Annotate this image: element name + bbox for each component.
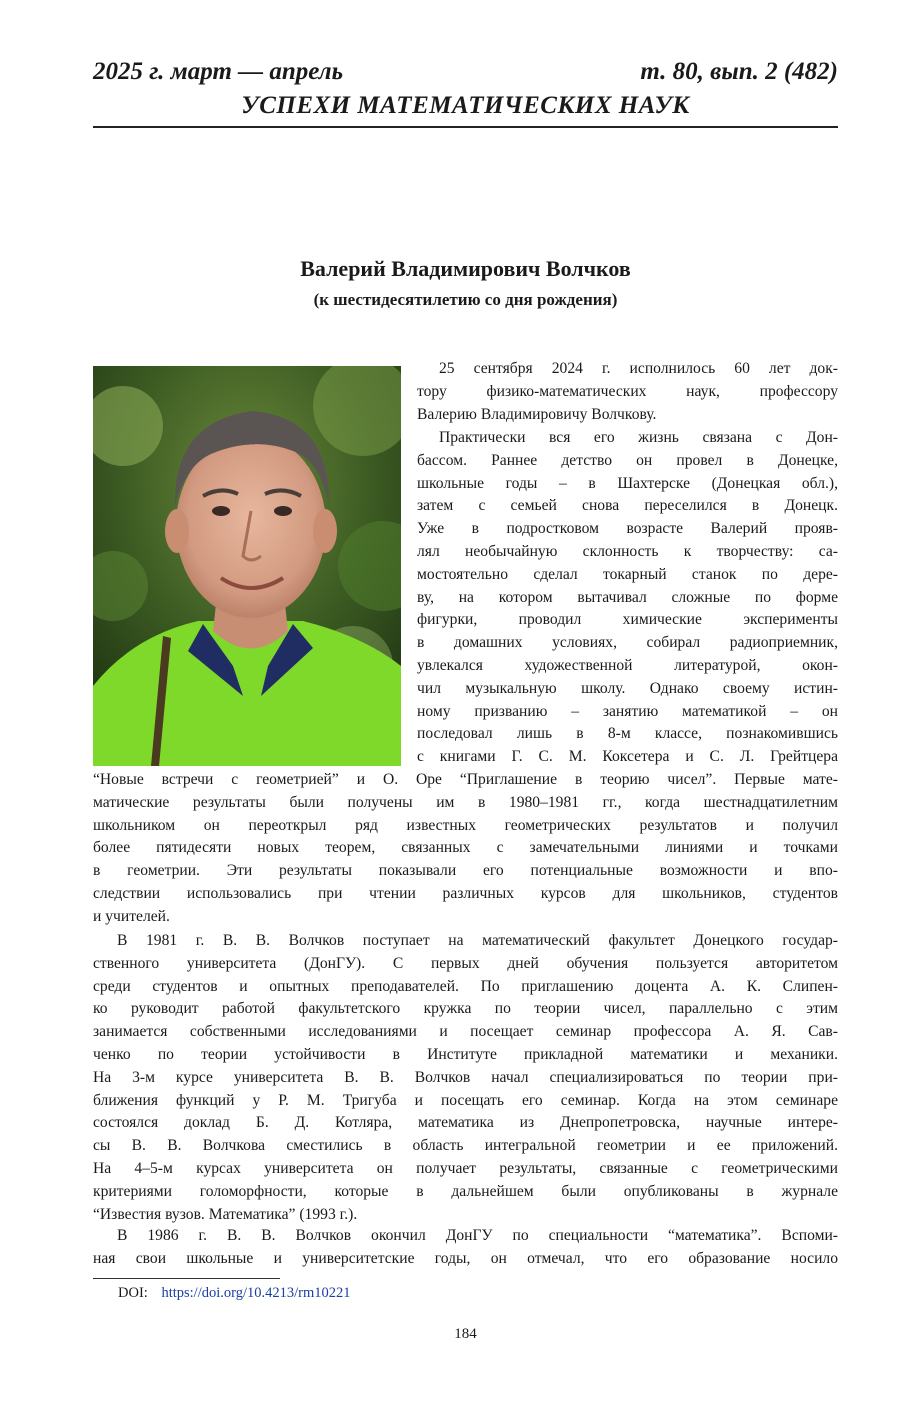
text-line: школьные годы – в Шахтерске (Донецкая обл.), (417, 474, 838, 492)
text-line: “Новые встречи с геометрией” и О. Оре “Приглашение в теорию чисел”. Первые мате- (93, 771, 838, 788)
text-line: Практически вся его жизнь связана с Дон- (439, 429, 838, 446)
text-line: ву, на котором вытачивал сложные по форме (417, 588, 838, 606)
text-line: ближения функций у Р. М. Тригуба и посещать его семинар. Когда на этом семинаре (93, 1091, 838, 1109)
text-line: ному призванию – занятию математикой – он (417, 702, 838, 720)
text-line: критериями голоморфности, которые в дальнейшем были опубликованы в журнале (93, 1182, 838, 1200)
text-line: чил музыкальную школу. Однако своему истин- (417, 679, 838, 697)
journal-name: УСПЕХИ МАТЕМАТИЧЕСКИХ НАУК (241, 92, 690, 119)
portrait-illustration (93, 366, 401, 766)
text-line: матические результаты были получены им в 1980–1981 гг., когда шестнадцатилетним (93, 793, 838, 811)
text-line: В 1986 г. В. В. Волчков окончил ДонГУ по специальности “математика”. Вспоми- (117, 1227, 838, 1244)
text-line: ко руководит работой факультетского кружка по теории чисел, параллельно с этим (93, 1000, 838, 1018)
text-line: На 4–5-м курсах университета он получает результаты, связанные с геометрическими (93, 1159, 838, 1177)
text-line: Уже в подростковом возрасте Валерий прояв- (417, 520, 838, 538)
doi-label: DOI: (118, 1285, 148, 1301)
text-line: последовал лишь в 8-м классе, познакомившись (417, 725, 838, 743)
footnote-rule (93, 1278, 280, 1279)
text-line: ственного университета (ДонГУ). С первых дней обучения пользуется авторитетом (93, 954, 838, 972)
text-line: В 1981 г. В. В. Волчков поступает на математический факультет Донецкого государ- (117, 932, 838, 949)
text-line: “Известия вузов. Математика” (1993 г.). (93, 1205, 358, 1223)
text-line: в домашних условиях, собирал радиоприемник, (417, 634, 838, 652)
text-line: состоялся доклад Б. Д. Котляра, математика из Днепропетровска, научные интере- (93, 1114, 838, 1132)
issue-date: 2025 г. март — апрель (93, 58, 344, 85)
text-line: фигурки, проводил химические эксперименты (417, 611, 838, 629)
text-line: в геометрии. Эти результаты показывали его потенциальные возможности и впо- (93, 862, 838, 880)
doi-line (118, 1285, 350, 1302)
text-line: среди студентов и опытных преподавателей. По приглашению доцента А. К. Слипен- (93, 977, 838, 995)
doi-link[interactable]: https://doi.org/10.4213/rm10221 (161, 1285, 351, 1301)
page-number: 184 (454, 1326, 477, 1342)
paragraph-biography-full (93, 769, 838, 929)
paragraph-biography-narrow (417, 427, 838, 769)
text-line: тору физико-математических наук, профессору (417, 382, 838, 400)
text-line: более пятидесяти новых теорем, связанных с замечательными линиями и точками (93, 839, 838, 857)
running-header (93, 58, 838, 90)
text-line: и учителей. (93, 907, 170, 925)
paragraph-graduation (93, 1225, 838, 1271)
text-line: сы В. В. Волчкова сместились в область интегральной геометрии и ее приложений. (93, 1137, 838, 1155)
text-line: лял необычайную склонность к творчеству: са- (417, 542, 838, 560)
text-line: увлекался художественной литературой, окон- (417, 656, 838, 674)
volume-issue: т. 80, вып. 2 (482) (640, 58, 838, 85)
text-line: ная свои школьные и университетские годы, он отмечал, что его образование носило (93, 1249, 838, 1267)
text-line: затем с семьей снова переселился в Донецк. (417, 497, 838, 515)
text-line: Валерию Владимировичу Волчкову. (417, 405, 657, 423)
text-line: школьником он переоткрыл ряд известных геометрических результатов и получил (93, 816, 838, 834)
paragraph-intro (417, 358, 838, 426)
text-line: следствии использовались при чтении различных курсов для школьников, студентов (93, 884, 838, 902)
header-rule (93, 126, 838, 128)
text-line: 25 сентября 2024 г. исполнилось 60 лет док- (439, 360, 838, 377)
text-line: мостоятельно сделал токарный станок по дере- (417, 565, 838, 583)
text-line: с книгами Г. С. М. Коксетера и С. Л. Грейтцера (417, 748, 838, 766)
article-subtitle: (к шестидесятилетию со дня рождения) (313, 290, 618, 309)
portrait-photo (93, 366, 401, 766)
text-line: На 3-м курсе университета В. В. Волчков начал специализироваться по теории при- (93, 1068, 838, 1086)
text-line: бассом. Раннее детство он провел в Донецке, (417, 451, 838, 469)
paragraph-university (93, 930, 838, 1226)
text-line: ченко по теории устойчивости в Институте прикладной математики и механики. (93, 1045, 838, 1063)
text-line: занимается собственными исследованиями и посещает семинар профессора А. Я. Сав- (93, 1023, 838, 1041)
article-title: Валерий Владимирович Волчков (300, 256, 631, 281)
